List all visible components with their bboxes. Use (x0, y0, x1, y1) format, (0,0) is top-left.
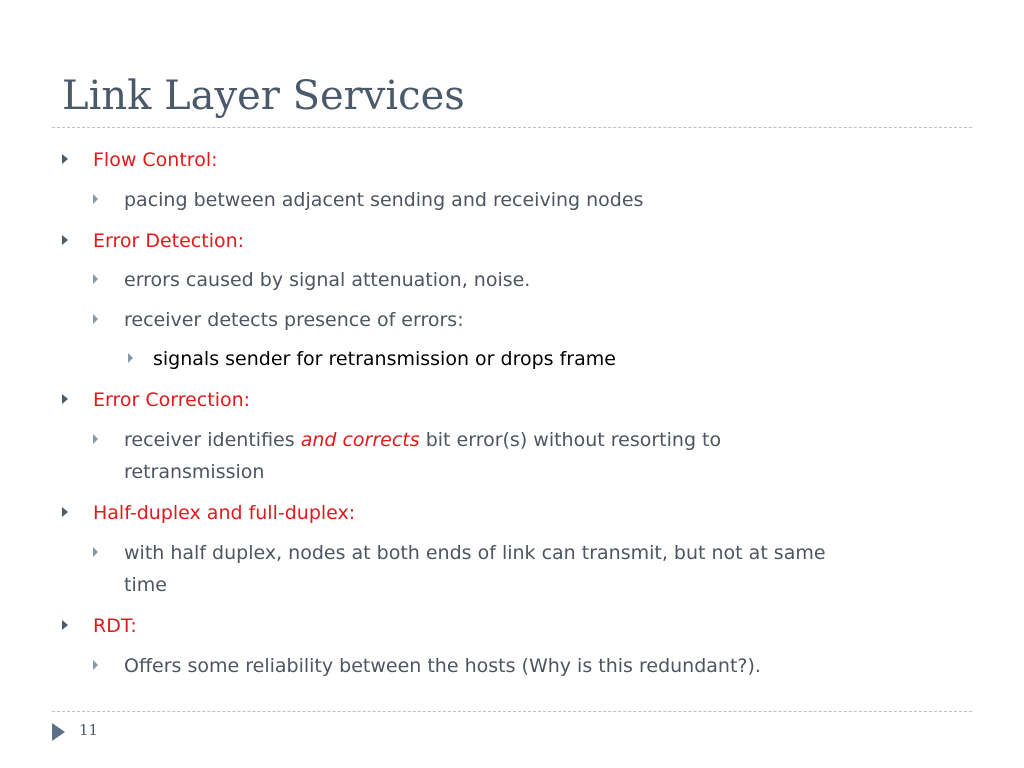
bullet-text: with half duplex, nodes at both ends of link can transmit, but not at same (124, 542, 826, 564)
title-divider (52, 127, 972, 128)
bullet-arrow-icon (93, 660, 98, 670)
bullet-arrow-icon (93, 194, 98, 204)
bullet-text: Half-duplex and full-duplex: (93, 502, 356, 524)
bullet-text: errors caused by signal attenuation, noise. (124, 269, 531, 291)
bullet-text-part: bit error(s) without resorting to (419, 429, 722, 451)
bullet-arrow-icon (62, 394, 68, 404)
bullet-arrow-icon (62, 507, 68, 517)
emphasis-text: and corrects (300, 429, 420, 451)
bullet-arrow-icon (62, 620, 68, 630)
bullet-text: receiver detects presence of errors: (124, 309, 464, 331)
bullet-arrow-icon (93, 547, 98, 557)
bullet-continuation: retransmission (124, 461, 265, 483)
bullet-arrow-icon (93, 314, 98, 324)
bullet-text: Offers some reliability between the hosts (Why is this redundant?). (124, 655, 761, 677)
bullet-arrow-icon (62, 154, 68, 164)
bullet-text-part: receiver identifies (124, 429, 301, 451)
bullet-arrow-icon (62, 235, 68, 245)
bullet-text: pacing between adjacent sending and receiving nodes (124, 189, 644, 211)
bullet-text: signals sender for retransmission or drops frame (153, 348, 616, 370)
bullet-arrow-icon (128, 353, 133, 363)
page-number: 11 (79, 721, 99, 739)
slide-title: Link Layer Services (62, 73, 465, 119)
bullet-text: Error Correction: (93, 389, 251, 411)
footer-divider (52, 711, 972, 712)
bullet-text: Flow Control: (93, 149, 218, 171)
bullet-continuation: time (124, 574, 167, 596)
footer-arrow-icon (52, 723, 65, 741)
bullet-arrow-icon (93, 274, 98, 284)
bullet-text: RDT: (93, 615, 137, 637)
bullet-arrow-icon (93, 434, 98, 444)
bullet-text: Error Detection: (93, 230, 245, 252)
bullet-text (124, 426, 721, 454)
